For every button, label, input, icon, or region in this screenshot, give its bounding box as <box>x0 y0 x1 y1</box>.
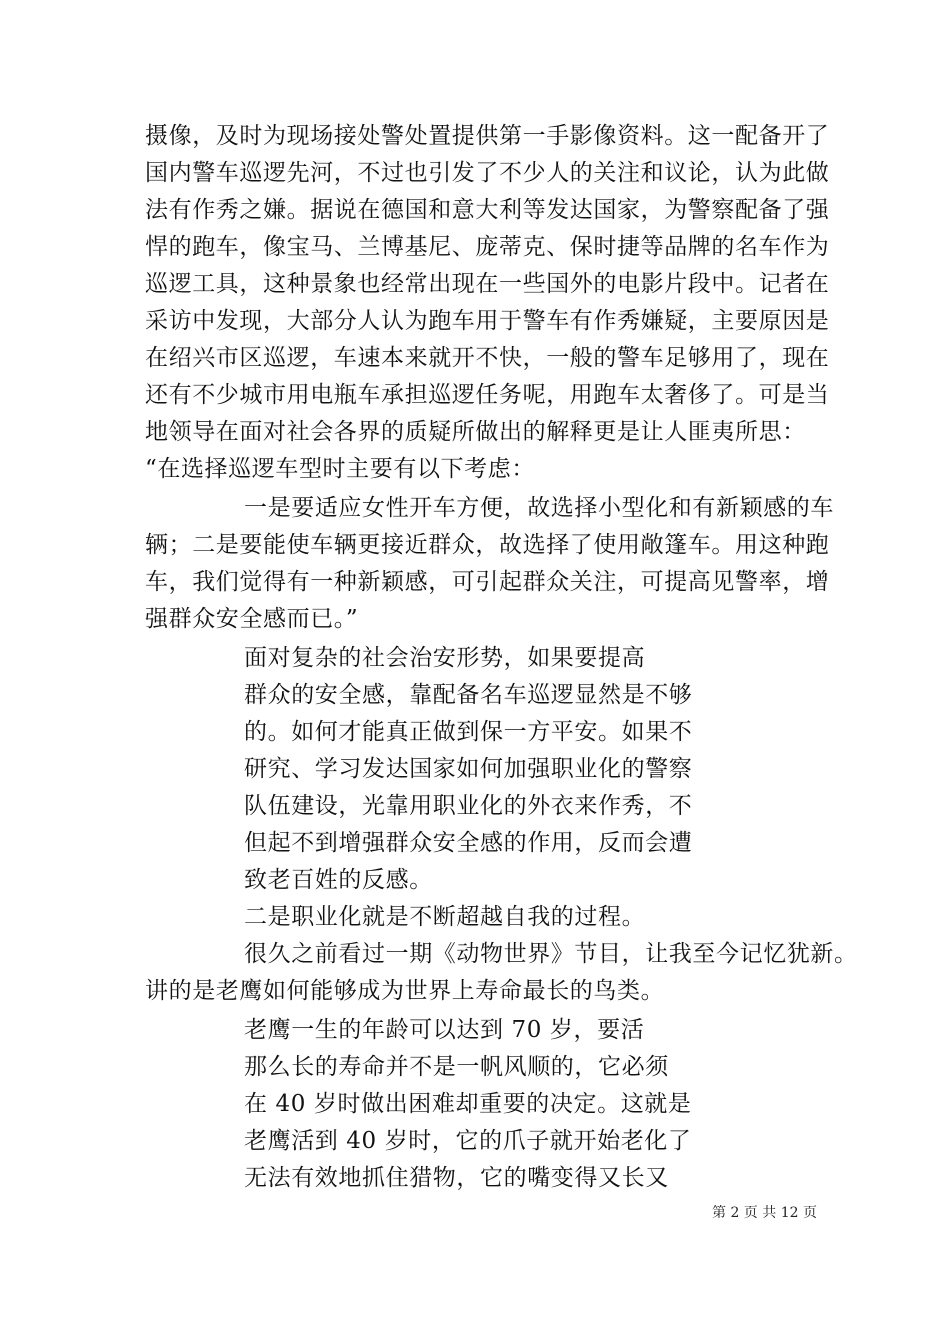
text-line-1: 摄像，及时为现场接处警处置提供第一手影像资料。这一配备开了 <box>145 123 830 149</box>
text-line-6: 采访中发现，大部分人认为跑车用于警车有作秀嫌疑，主要原因是 <box>145 308 830 334</box>
text-line-15: 面对复杂的社会治安形势，如果要提高 <box>244 645 646 671</box>
page-number-footer: 第 2 页 共 12 页 <box>712 1205 817 1221</box>
text-line-4: 悍的跑车，像宝马、兰博基尼、庞蒂克、保时捷等品牌的名车作为 <box>145 234 830 260</box>
text-line-25: 老鹰一生的年龄可以达到 70 岁，要活 <box>244 1017 645 1043</box>
text-line-20: 但起不到增强群众安全感的作用，反而会遭 <box>244 830 693 856</box>
text-line-27: 在 40 岁时做出困难却重要的决定。这就是 <box>244 1091 692 1117</box>
text-line-17: 的。如何才能真正做到保一方平安。如果不 <box>244 719 693 745</box>
text-line-12: 辆；二是要能使车辆更接近群众，故选择了使用敞篷车。用这种跑 <box>145 532 830 558</box>
text-line-5: 巡逻工具，这种景象也经常出现在一些国外的电影片段中。记者在 <box>145 271 830 297</box>
text-line-13: 车，我们觉得有一种新颖感，可引起群众关注，可提高见警率，增 <box>145 569 830 595</box>
text-line-21: 致老百姓的反感。 <box>244 867 433 893</box>
text-line-2: 国内警车巡逻先河，不过也引发了不少人的关注和议论，认为此做 <box>145 160 830 186</box>
text-line-19: 队伍建设，光靠用职业化的外衣来作秀，不 <box>244 793 693 819</box>
text-line-7: 在绍兴市区巡逻，车速本来就开不快，一般的警车足够用了，现在 <box>145 345 830 371</box>
text-line-29: 无法有效地抓住猎物，它的嘴变得又长又 <box>244 1165 669 1191</box>
text-line-3: 法有作秀之嫌。据说在德国和意大利等发达国家，为警察配备了强 <box>145 197 830 223</box>
text-line-18: 研究、学习发达国家如何加强职业化的警察 <box>244 756 693 782</box>
text-line-28: 老鹰活到 40 岁时，它的爪子就开始老化了 <box>244 1128 692 1154</box>
text-line-9: 地领导在面对社会各界的质疑所做出的解释更是让人匪夷所思： <box>145 419 806 445</box>
text-line-22: 二是职业化就是不断超越自我的过程。 <box>244 904 646 930</box>
text-line-8: 还有不少城市用电瓶车承担巡逻任务呢，用跑车太奢侈了。可是当 <box>145 382 830 408</box>
text-line-23: 很久之前看过一期《动物世界》节目，让我至今记忆犹新。 <box>244 941 858 967</box>
text-line-24: 讲的是老鹰如何能够成为世界上寿命最长的鸟类。 <box>145 978 665 1004</box>
text-line-26: 那么长的寿命并不是一帆风顺的，它必须 <box>244 1054 669 1080</box>
text-line-14: 强群众安全感而已。” <box>145 606 359 632</box>
text-line-10: “在选择巡逻车型时主要有以下考虑： <box>145 456 535 482</box>
text-line-11: 一是要适应女性开车方便，故选择小型化和有新颖感的车 <box>244 495 834 521</box>
text-line-16: 群众的安全感，靠配备名车巡逻显然是不够 <box>244 682 693 708</box>
